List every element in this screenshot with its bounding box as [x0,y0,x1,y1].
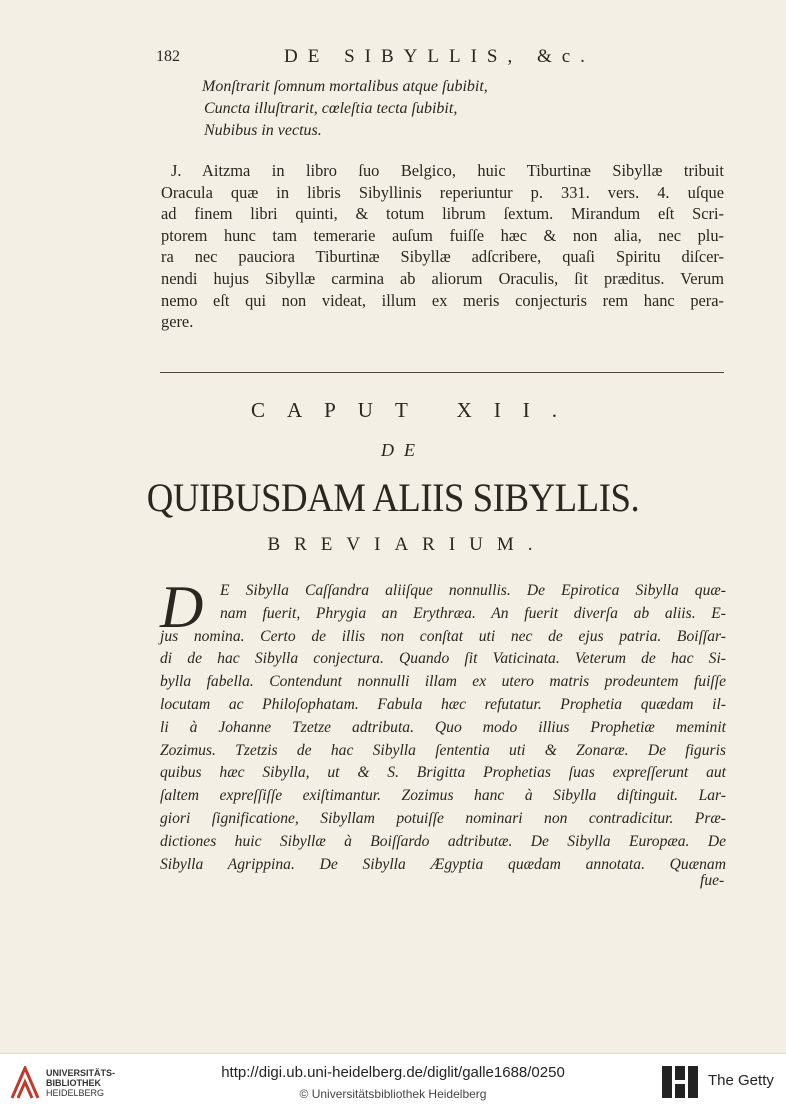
summary-line: li à Johanne Tzetze adtributa. Quo modo illius Prophetiæ meminit [160,718,726,736]
paragraph-line: nendi hujus Sibyllæ carmina ab aliorum Oraculis, ſit præditus. Verum [161,268,724,288]
viewer-footer [0,1053,786,1112]
verse-line: Cuncta illuſtrarit, cœleſtia tecta ſubibit, [204,100,458,117]
drop-cap: D [160,574,204,640]
library-name: UNIVERSITÄTS- BIBLIOTHEK HEIDELBERG [46,1068,116,1098]
chapter-heading: CAPUT XII. [250,398,580,422]
summary-line: nam fuerit, Phrygia an Erythræa. An fuerit diverſa ab aliis. E- [220,604,726,622]
page-number: 182 [156,48,180,65]
summary-line: quibus hæc Sibylla, ut & S. Brigitta Prophetias ſuas expreſſerunt aut [160,764,726,782]
document-url-link[interactable]: http://digi.ub.uni-heidelberg.de/diglit/galle1688/0250 [221,1064,565,1081]
running-title: DE SIBYLLIS, &c. [284,46,595,67]
paragraph-line: gere. [161,312,194,332]
verse-block [202,76,488,142]
summary-line: dictiones huic Sibyllæ à Boiſſardo adtributæ. De Sibylla Europæa. De [160,832,726,850]
summary-line: Sibylla Agrippina. De Sibylla Ægyptia quædam annotata. Quænam [160,855,726,873]
verse-line: Monſtrarit ſomnum mortalibus atque ſubibit, [202,78,488,95]
paragraph-line: J. Aitzma in libro ſuo Belgico, huic Tiburtinæ Sibyllæ tribuit [171,161,724,180]
paragraph-line: ra nec pauciora Tiburtinæ Sibyllæ adſcribere, quaſi Spiritu diſcer- [161,247,724,267]
section-divider [160,372,724,373]
summary-line: locutam ac Philoſophatam. Fabula hæc refutatur. Prophetia quædam il- [160,695,726,713]
paragraph-line: nemo eſt qui non videat, illum ex meris conjecturis rem hanc pera- [161,290,724,310]
body-paragraph [161,160,724,333]
paragraph-line: ad finem libri quinti, & totum librum ſextum. Mirandum eſt Scri- [161,204,724,224]
summary-line: Zozimus. Tzetzis de hac Sibylla ſententia uti & Zonaræ. De figuris [160,741,726,759]
catchword: fue- [700,872,725,889]
summary-line: giori ſignificatione, Sibyllam potuiſſe nominari non contradicitur. Præ- [160,809,726,827]
verse-line: Nubibus in vectus. [204,122,322,139]
summary-line: di de hac Sibylla conjectura. Quando ſit Vaticinata. Veterum de hac Si- [160,650,726,668]
chapter-summary [160,580,726,876]
paragraph-line: ptorem hunc tam temerarie auſum fuiſſe hæc & non alia, nec plu- [161,225,724,245]
paragraph-line: Oracula quæ in libris Sibyllinis reperiuntur p. 331. vers. 4. uſque [161,182,724,202]
summary-line: jus nomina. Certo de illis non conſtat uti nec de ejus patria. Boiſſar- [160,627,726,645]
copyright-notice: © Universitätsbibliothek Heidelberg [299,1087,487,1101]
chapter-title: QUIBUSDAM ALIIS SIBYLLIS. [146,475,640,520]
summary-line: bylla fabella. Contendunt nonnulli illam ex utero matris prodeuntem fuiſſe [160,673,726,691]
getty-logo-icon [660,1064,700,1100]
summary-line: ſaltem expreſſiſſe exiſtimantur. Zozimus hanc à Sibylla diſtinguit. Lar- [160,787,726,805]
breviarium-heading: BREVIARIUM. [267,534,547,555]
getty-label: The Getty [708,1072,774,1089]
chapter-preposition: DE [381,440,425,460]
summary-line: E Sibylla Caſſandra aliiſque nonnullis. De Epirotica Sibylla quæ- [220,582,726,599]
